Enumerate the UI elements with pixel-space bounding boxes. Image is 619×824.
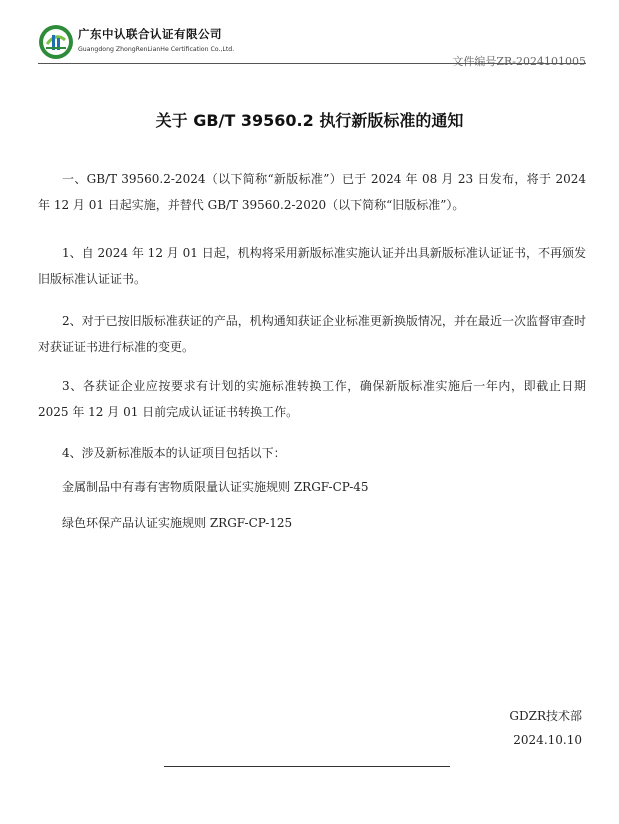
paragraph-item-4: 4、涉及新标准版本的认证项目包括以下： bbox=[62, 446, 286, 460]
paragraph-item-2: 2、对于已按旧版标准获证的产品，机构通知获证企业标准更新换版情况，并在最近一次监督审查时对获证证书进行标准的变更。 bbox=[38, 314, 586, 354]
paragraph-item-1: 1、自 2024 年 12 月 01 日起，机构将采用新版标准实施认证并出具新版标准认证证书，不再颁发旧版标准认证证书。 bbox=[38, 246, 586, 286]
header-divider bbox=[38, 63, 586, 64]
notice-title: 关于 GB/T 39560.2 执行新版标准的通知 bbox=[155, 111, 464, 130]
paragraph-intro: 一、GB/T 39560.2-2024（以下简称“新版标准”）已于 2024 年 08 月 23 日发布，将于 2024 年 12 月 01 日起实施，并替代 GB/T 39560.2-2020（以下简称“旧版标准”）。 bbox=[38, 172, 586, 212]
document-number: 文件编号ZR-2024101005 bbox=[452, 55, 586, 68]
certification-rule-2: 绿色环保产品认证实施规则 ZRGF-CP-125 bbox=[62, 516, 293, 530]
issue-date: 2024.10.10 bbox=[513, 733, 582, 747]
issuing-department: GDZR技术部 bbox=[509, 709, 582, 723]
certification-rule-1: 金属制品中有毒有害物质限量认证实施规则 ZRGF-CP-45 bbox=[62, 480, 369, 494]
company-logo-icon bbox=[38, 24, 74, 60]
letterhead bbox=[38, 22, 586, 66]
company-name-english: Guangdong ZhongRenLianHe Certification Co.,Ltd. bbox=[78, 46, 235, 53]
footer-divider bbox=[164, 766, 450, 767]
company-name: 广东中认联合认证有限公司 bbox=[78, 27, 222, 41]
paragraph-item-3: 3、各获证企业应按要求有计划的实施标准转换工作，确保新版标准实施后一年内，即截止日期 2025 年 12 月 01 日前完成认证证书转换工作。 bbox=[38, 379, 586, 419]
